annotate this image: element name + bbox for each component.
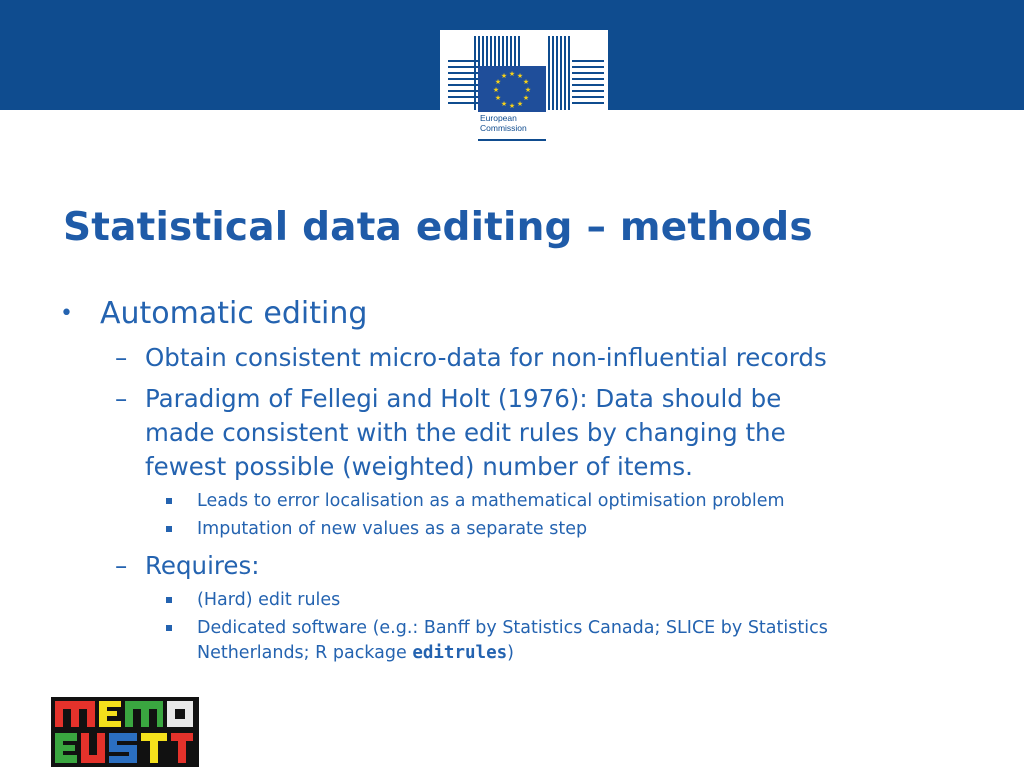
editrules-code: editrules [412, 643, 508, 663]
memobust-logo-icon [51, 697, 199, 767]
square-bullet-icon [166, 625, 172, 631]
svg-text:★: ★ [494, 78, 502, 86]
svg-text:★: ★ [522, 78, 530, 86]
bullet-text: Automatic editing [100, 296, 368, 331]
organisation-underline [478, 139, 546, 141]
subbullet-text: Requires: [145, 551, 260, 580]
svg-text:★: ★ [500, 72, 508, 80]
dash-icon: – [115, 551, 128, 580]
svg-text:★: ★ [492, 86, 500, 94]
organisation-name-line1: European [480, 113, 517, 123]
square-bullet-icon [166, 526, 172, 532]
svg-text:★: ★ [516, 72, 524, 80]
svg-text:★: ★ [516, 100, 524, 108]
organisation-name [480, 113, 527, 133]
svg-text:★: ★ [508, 70, 516, 78]
subsubbullet-text: (Hard) edit rules [197, 590, 341, 610]
svg-text:★: ★ [494, 94, 502, 102]
subsubbullet-text: Imputation of new values as a separate step [197, 519, 588, 539]
square-bullet-icon [166, 597, 172, 603]
dedicated-line2-prefix: Netherlands; R package [197, 643, 413, 663]
square-bullet-icon [166, 498, 172, 504]
organisation-name-line2: Commission [480, 123, 527, 133]
dedicated-line2 [197, 641, 828, 666]
dedicated-line2-suffix: ) [507, 643, 514, 663]
subsubbullet-text [197, 616, 828, 666]
subsubbullet-text: Leads to error localisation as a mathematical optimisation problem [197, 491, 785, 511]
subbullet-text: Obtain consistent micro-data for non-influential records [145, 343, 827, 372]
paradigm-line3: fewest possible (weighted) number of items. [145, 452, 693, 481]
subbullet-text [145, 382, 786, 484]
svg-text:★: ★ [524, 86, 532, 94]
dash-icon: – [115, 384, 128, 413]
svg-text:★: ★ [522, 94, 530, 102]
dash-icon: – [115, 343, 128, 372]
svg-text:★: ★ [500, 100, 508, 108]
dedicated-line1: Dedicated software (e.g.: Banff by Statistics Canada; SLICE by Statistics [197, 618, 828, 638]
slide-title: Statistical data editing – methods [63, 205, 813, 250]
paradigm-line2: made consistent with the edit rules by changing the [145, 418, 786, 447]
paradigm-line1: Paradigm of Fellegi and Holt (1976): Data should be [145, 384, 782, 413]
svg-text:★: ★ [508, 102, 516, 110]
bullet-dot-icon: • [60, 301, 73, 326]
